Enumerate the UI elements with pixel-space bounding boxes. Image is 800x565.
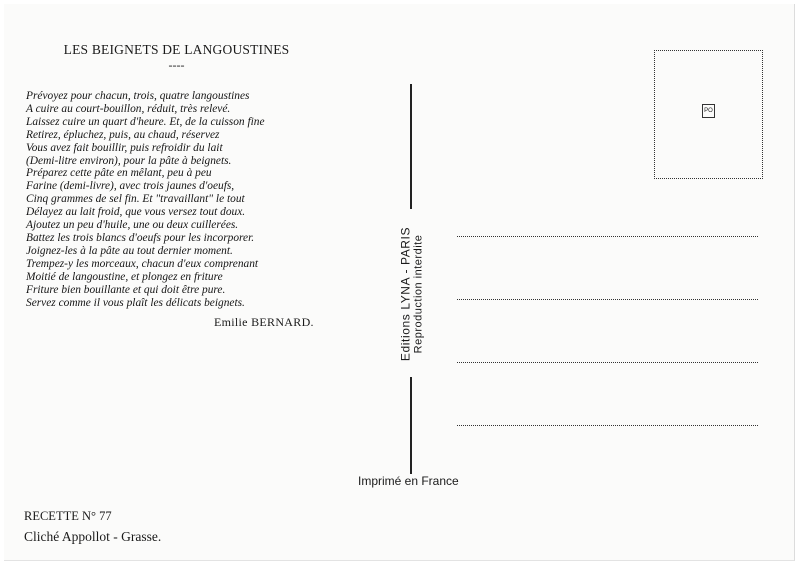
recipe-number: RECETTE N° 77 (24, 509, 112, 523)
poem-line: Ajoutez un peu d'huile, une ou deux cuillerées. (26, 219, 239, 232)
divider-line-top (410, 84, 412, 209)
title-separator: ---- (168, 58, 185, 72)
poem-line: Trempez-y les morceaux, chacun d'eux comprenant (26, 257, 259, 270)
poem-line: (Demi-litre environ), pour la pâte à beignets. (26, 154, 232, 167)
reproduction-notice: Reproduction interdite (412, 234, 425, 354)
poem-line: Battez les trois blancs d'oeufs pour les incorporer. (26, 231, 255, 244)
recipe-poem (26, 90, 265, 309)
publisher-name: Editions LYNA - PARIS (398, 226, 413, 362)
poem-line: Servez comme il vous plaît les délicats beignets. (26, 296, 245, 309)
poem-line: Préparez cette pâte en mêlant, peu à peu (26, 167, 212, 180)
address-line (457, 236, 758, 237)
stamp-box (654, 50, 763, 179)
address-line (457, 299, 758, 300)
recipe-title: LES BEIGNETS DE LANGOUSTINES (63, 42, 290, 57)
poem-line: Moitié de langoustine, et plongez en friture (26, 270, 223, 283)
poem-line: Vous avez fait bouillir, puis refroidir du lait (26, 141, 223, 154)
poem-line: Laissez cuire un quart d'heure. Et, de la cuisson fine (26, 115, 265, 128)
poem-line: Farine (demi-livre), avec trois jaunes d'oeufs, (26, 180, 235, 193)
poem-line: Friture bien bouillante et qui doit être pure. (26, 283, 226, 296)
poem-line: Retirez, épluchez, puis, au chaud, réservez (26, 128, 220, 141)
address-line (457, 362, 758, 363)
poem-line: Joignez-les à la pâte au tout dernier moment. (26, 244, 233, 257)
poem-line: Cinq grammes de sel fin. Et "travaillant" le tout (26, 193, 245, 206)
photo-credit: Cliché Appollot - Grasse. (24, 529, 162, 544)
divider-line-bottom (410, 377, 412, 474)
poem-line: Délayez au lait froid, que vous versez tout doux. (26, 206, 246, 219)
postcard (4, 4, 795, 561)
poem-line: A cuire au court-bouillon, réduit, très relevé. (26, 102, 231, 115)
recipe-author: Emilie BERNARD. (214, 315, 314, 329)
poem-line: Prévoyez pour chacun, trois, quatre langoustines (26, 90, 250, 102)
address-line (457, 425, 758, 426)
printed-in-france: Imprimé en France (358, 474, 459, 488)
postal-mark-icon: PO (702, 104, 715, 118)
